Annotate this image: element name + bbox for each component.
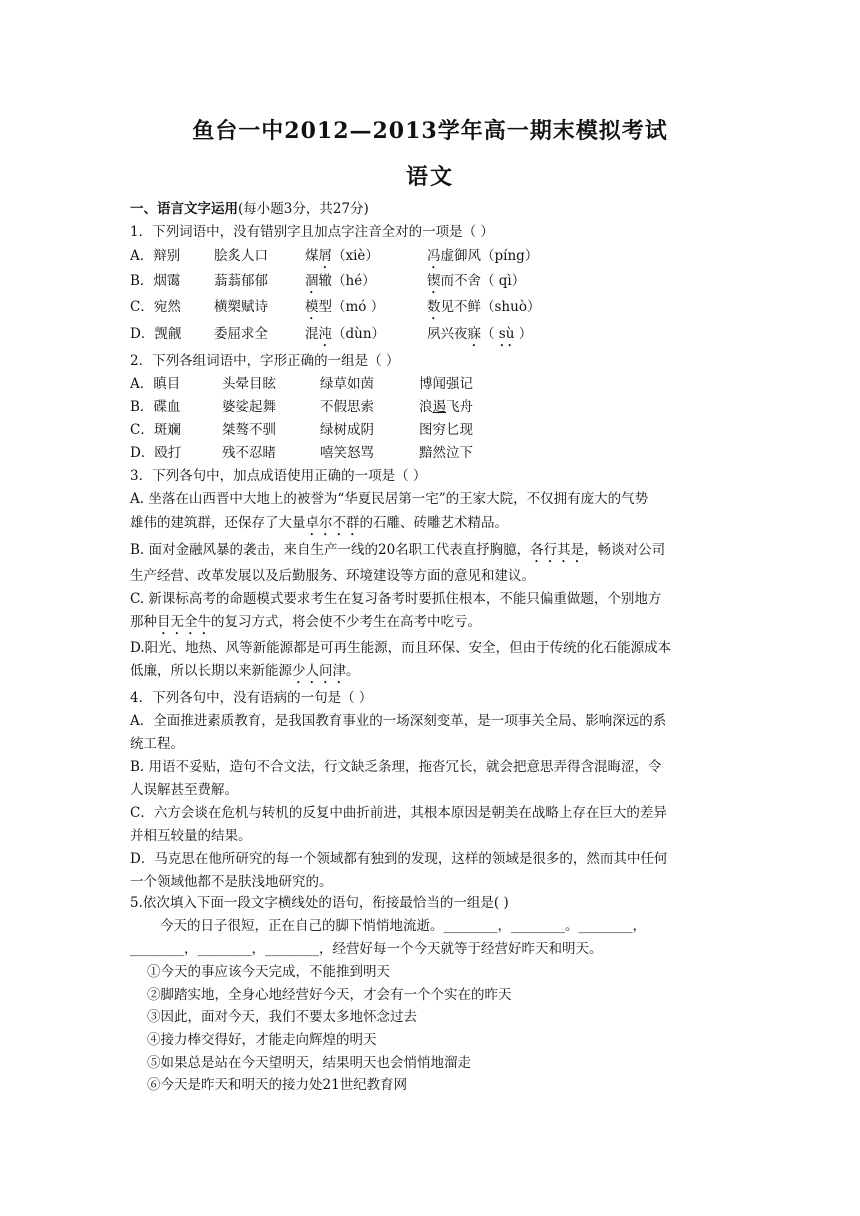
q3-b1c: ，畅谈对公司: [584, 542, 666, 558]
q1-a-w3b: 屑: [318, 248, 332, 264]
q1-d-w3b: 沌: [318, 326, 332, 342]
q4-option-d-line2: 一个领域他都不是肤浅地研究的。: [130, 874, 333, 890]
q5-item-5: ⑤如果总是站在今天望明天，结果明天也会悄悄地溜走: [147, 1055, 471, 1071]
q4-option-b-line2: 人误解甚至费解。: [130, 782, 238, 798]
q5-item-2: ②脚踏实地，全身心地经营好今天，才会有一个个实在的昨天: [147, 987, 512, 1003]
q1-c-word2: 横槊赋诗: [214, 299, 268, 315]
q3-stem: 3．下列各句中，加点成语使用正确的一项是（ ）: [130, 468, 427, 484]
q1-b-word2: 蓊蓊郁郁: [214, 273, 268, 289]
q1-b-word1: B．烟霭: [130, 273, 181, 289]
q5-passage-line2: ________，________，________，经营好每一个今天就等于经营好昨天和明天。: [130, 941, 603, 957]
q3-a2b: 卓尔不群: [305, 515, 360, 531]
section-heading: [130, 199, 369, 219]
q3-b1a: B. 面对金融风暴的袭击，来自生产一线的20名职工代表直抒胸臆，: [130, 542, 531, 558]
q1-d-w4b: 寐（ sù ）: [467, 326, 533, 342]
q5-item-3: ③因此，面对今天，我们不要太多地怀念过去: [147, 1009, 417, 1025]
q1-a-word3: [305, 246, 379, 272]
q1-b-w4a: 锲: [427, 273, 441, 289]
q2-a-c3: 绿草如茵: [320, 376, 374, 392]
q1-c-word4: [427, 297, 540, 323]
q3-d2c: 。: [346, 663, 360, 679]
q4-option-b-line1: B. 用语不妥贴，造句不合文法，行文缺乏条理，拖沓冗长，就会把意思弄得含混晦涩，令: [130, 759, 662, 775]
q1-c-w3c: 型（mó ）: [318, 299, 385, 315]
q1-a-word4: [427, 246, 538, 272]
q3-option-d-line1: D.阳光、地热、风等新能源都是可再生能源，而且环保、安全，但由于传统的化石能源成本: [130, 640, 672, 656]
q1-d-w4a: 夙兴夜: [427, 326, 468, 342]
q1-c-word1: C．宛然: [130, 299, 181, 315]
q3-c2c: 的复习方式，将会使不少考生在高考中吃亏。: [211, 614, 481, 630]
q3-d2b: 少人问津: [292, 663, 346, 679]
q4-option-a-line1: A．全面推进素质教育，是我国教育事业的一场深刻变革，是一项事关全局、影响深远的系: [130, 713, 667, 729]
q2-b-c4a: 浪: [419, 399, 433, 415]
q2-stem: 2．下列各组词语中，字形正确的一组是（ ）: [130, 353, 400, 369]
q3-option-c-line1: C. 新课标高考的命题模式要求考生在复习备考时要抓住根本，不能只偏重做题，个别地方: [130, 591, 662, 607]
q2-a-c1: A．瞋目: [130, 376, 181, 392]
q1-a-word1: A．辩别: [130, 248, 181, 264]
q5-item-4: ④接力棒交得好，才能走向辉煌的明天: [147, 1032, 377, 1048]
q1-b-w3b: 涸: [305, 273, 319, 289]
q5-item-1: ①今天的事应该今天完成，不能推到明天: [147, 964, 390, 980]
q5-passage-line1: 今天的日子很短，正在自己的脚下悄悄地流逝。________，________。________，: [160, 918, 646, 934]
q4-option-d-line1: D．马克思在他所研究的每一个领域都有独到的发现，这样的领域是很多的，然而其中任何: [130, 851, 668, 867]
subject-title: 语文: [405, 164, 454, 190]
q3-option-d-line2: [130, 661, 360, 687]
q1-d-word2: 委屈求全: [214, 326, 268, 342]
q1-d-w3a: 混: [305, 326, 319, 342]
q5-item-6: ⑥今天是昨天和明天的接力处21世纪教育网: [147, 1077, 408, 1093]
q2-c-c4: 图穷匕现: [419, 422, 473, 438]
q2-a-c4: 博闻强记: [419, 376, 473, 392]
q2-d-c4: 黯然泣下: [419, 445, 473, 461]
q2-c-c1: C．斑斓: [130, 422, 181, 438]
q3-option-a-line1: A. 坐落在山西晋中大地上的被誉为“华夏民居第一宅”的王家大院，不仅拥有庞大的气势: [130, 491, 649, 507]
q3-c2a: 那种: [130, 614, 157, 630]
q3-d2a: 低廉，所以长期以来新能源: [130, 663, 292, 679]
q3-option-c-line2: [130, 612, 481, 638]
q1-b-word3: [305, 271, 376, 297]
q2-b-c4c: 飞舟: [446, 399, 473, 415]
q2-c-c3: 绿树成阴: [320, 422, 374, 438]
q1-a-w4a: 冯: [427, 248, 441, 264]
q2-d-c2: 残不忍睹: [222, 445, 276, 461]
q4-option-a-line2: 统工程。: [130, 736, 184, 752]
q1-a-word2: 脍炙人口: [214, 248, 268, 264]
q4-option-c-line2: 并相互较量的结果。: [130, 828, 252, 844]
q3-option-b-line1: [130, 540, 665, 566]
q3-option-b-line2: 生产经营、改革发展以及后勤服务、环境建设等方面的意见和建议。: [130, 568, 535, 584]
q2-d-c1: D．殴打: [130, 445, 182, 461]
q5-stem: 5.依次填入下面一段文字横线处的语句，衔接最恰当的一组是( ): [130, 895, 509, 911]
q2-b-c4: [419, 397, 473, 417]
q1-d-word1: D．觊觎: [130, 326, 182, 342]
q3-a2c: 的石雕、砖雕艺术精品。: [359, 515, 508, 531]
q2-c-c2: 桀骜不驯: [222, 422, 276, 438]
q3-c2b: 目无全牛: [157, 614, 211, 630]
q1-a-w3a: 煤: [305, 248, 319, 264]
q2-b-c4b: 遏: [432, 399, 446, 415]
q1-d-w3c: （dùn）: [332, 326, 386, 342]
q1-b-w4b: 而不舍（ qì）: [440, 273, 526, 289]
q1-d-word3: [305, 324, 385, 350]
q1-c-w4b: 见不鲜（shuò）: [440, 299, 541, 315]
q1-d-word4: [427, 324, 532, 350]
q4-stem: 4．下列各句中，没有语病的一句是（ ）: [130, 690, 373, 706]
section-heading-label: 一、语言文字运用: [130, 201, 238, 217]
q2-b-c3: 不假思索: [320, 399, 374, 415]
exam-title: 鱼台一中2012—2013学年高一期末模拟考试: [192, 118, 668, 144]
q3-b1b: 各行其是: [530, 542, 585, 558]
q1-b-w3c: 辙（hé）: [318, 273, 376, 289]
q1-a-w4b: 虚御风（píng）: [440, 248, 539, 264]
q1-a-w3c: （xiè）: [332, 248, 379, 264]
q1-stem: 1．下列词语中，没有错别字且加点字注音全对的一项是（ ）: [130, 224, 494, 240]
q1-c-word3: [305, 297, 384, 323]
q3-a2a: 雄伟的建筑群，还保存了大量: [130, 515, 306, 531]
q2-d-c3: 嘻笑怒骂: [320, 445, 374, 461]
q4-option-c-line1: C．六方会谈在危机与转机的反复中曲折前进，其根本原因是朝美在战略上存在巨大的差异: [130, 805, 667, 821]
q2-a-c2: 头晕目眩: [222, 376, 276, 392]
q1-c-w3b: 模: [305, 299, 319, 315]
q3-option-a-line2: [130, 513, 508, 539]
q1-c-w4a: 数: [427, 299, 441, 315]
q2-b-c2: 婆娑起舞: [222, 399, 276, 415]
section-heading-note: (每小题3分，共27分): [238, 201, 369, 217]
q2-b-c1: B．碟血: [130, 399, 181, 415]
q1-b-word4: [427, 271, 525, 297]
